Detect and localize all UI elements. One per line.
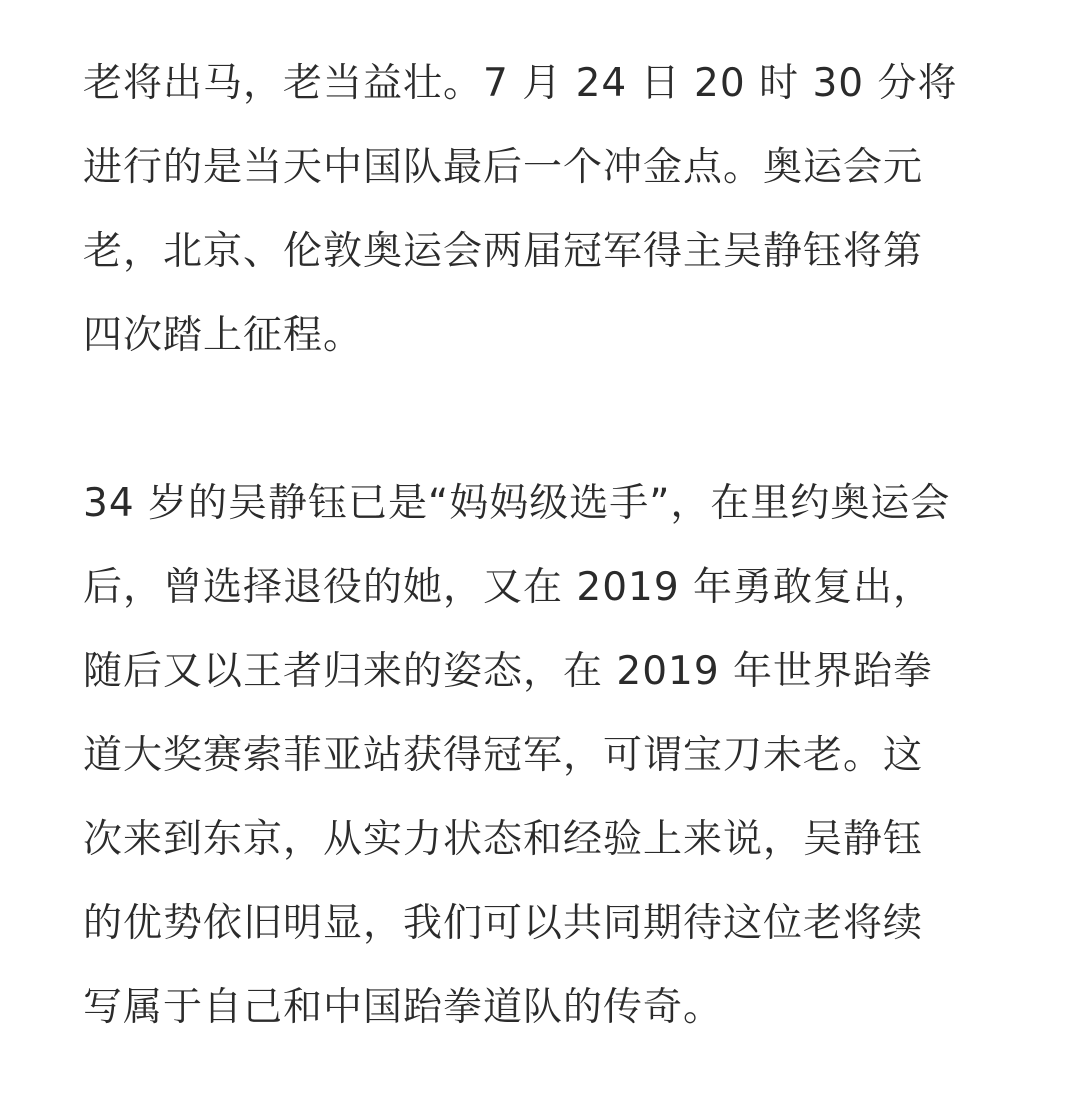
- paragraph-line: 四次踏上征程。: [83, 313, 364, 358]
- paragraph-line: 道大奖赛索菲亚站获得冠军，可谓宝刀未老。这: [83, 733, 924, 778]
- paragraph-line: 随后又以王者归来的姿态，在 2019 年世界跆拳: [83, 649, 934, 694]
- paragraph-line: 进行的是当天中国队最后一个冲金点。奥运会元: [83, 145, 924, 190]
- paragraph-spacer: [83, 378, 1003, 462]
- paragraph-1: [83, 42, 1003, 378]
- paragraph-line: 34 岁的吴静钰已是“妈妈级选手”，在里约奥运会: [83, 481, 951, 526]
- paragraph-line: 写属于自己和中国跆拳道队的传奇。: [83, 985, 724, 1030]
- paragraph-line: 次来到东京，从实力状态和经验上来说，吴静钰: [83, 817, 924, 862]
- article-body: [83, 42, 1003, 1050]
- paragraph-line: 的优势依旧明显，我们可以共同期待这位老将续: [83, 901, 924, 946]
- paragraph-line: 老将出马，老当益壮。7 月 24 日 20 时 30 分将: [83, 61, 958, 106]
- paragraph-line: 老，北京、伦敦奥运会两届冠军得主吴静钰将第: [83, 229, 924, 274]
- paragraph-line: 后，曾选择退役的她，又在 2019 年勇敢复出，: [83, 565, 934, 610]
- paragraph-2: [83, 462, 1003, 1050]
